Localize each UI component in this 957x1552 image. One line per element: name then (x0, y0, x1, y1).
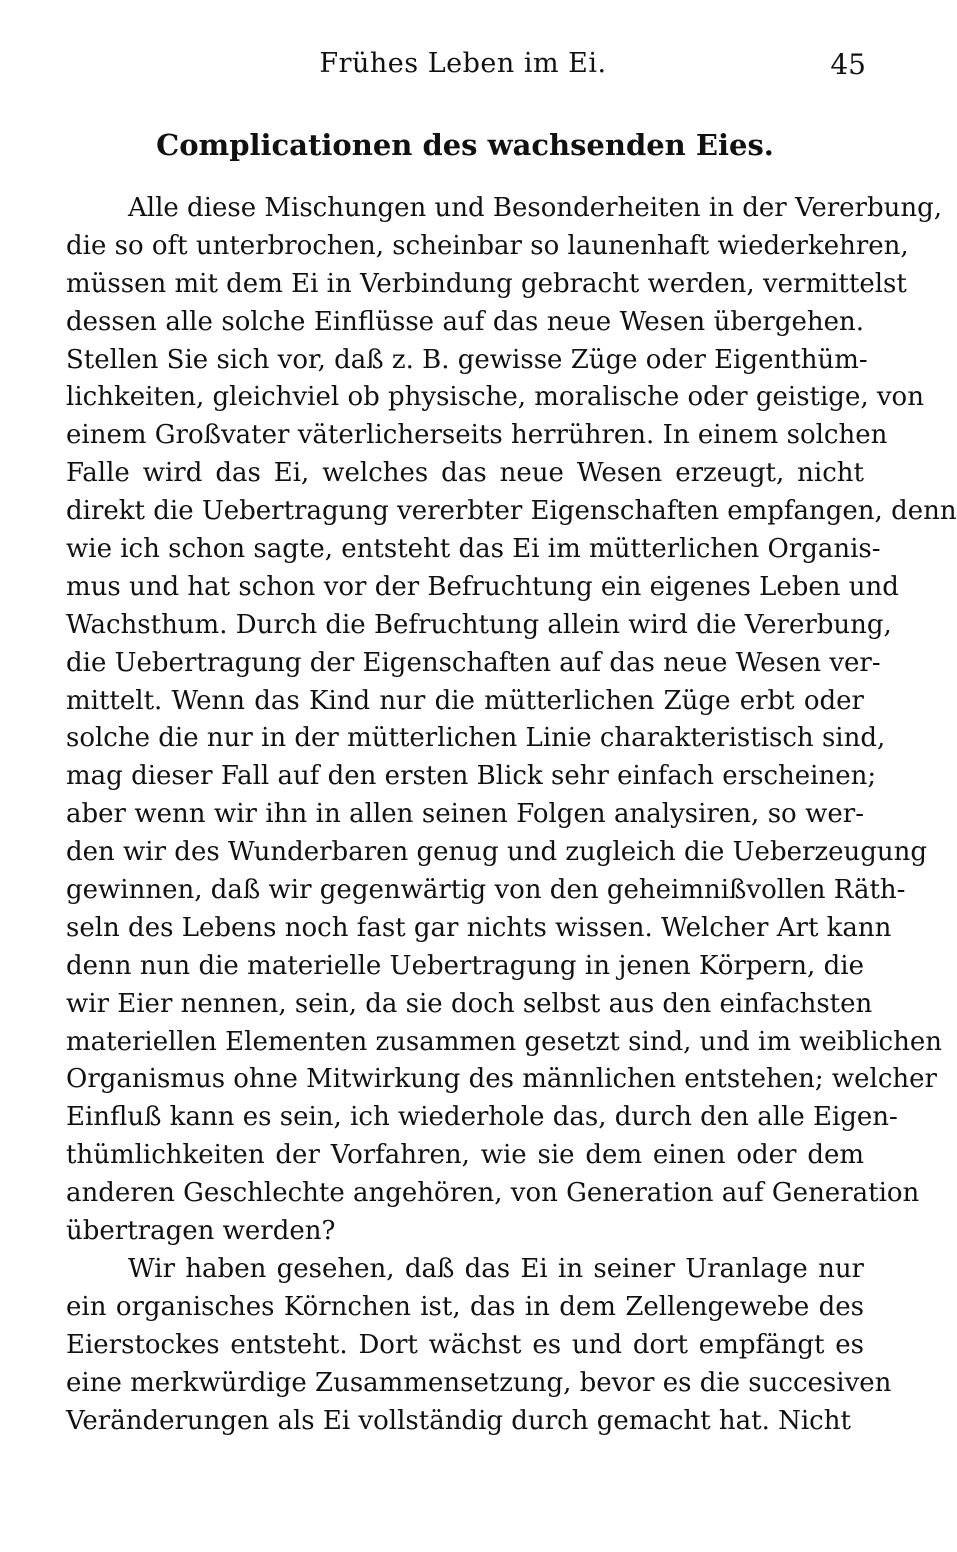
text-line: Stellen Sie sich vor, daß z. B. gewisse Züge oder Eigenthüm- (66, 344, 868, 375)
text-line: mus und hat schon vor der Befruchtung ein eigenes Leben und (66, 571, 899, 602)
text-line: wie ich schon sagte, entsteht das Ei im mütterlichen Organis- (66, 534, 881, 565)
text-line: thümlichkeiten der Vorfahren, wie sie dem einen oder dem (66, 1140, 864, 1171)
text-line: mittelt. Wenn das Kind nur die mütterlichen Züge erbt oder (66, 685, 864, 716)
text-line: wir Eier nennen, sein, da sie doch selbst aus den einfachsten (66, 988, 873, 1019)
section-heading: Complicationen des wachsenden Eies. (156, 128, 774, 162)
text-line: müssen mit dem Ei in Verbindung gebracht werden, vermittelst (66, 268, 907, 299)
text-line: aber wenn wir ihn in allen seinen Folgen analysiren, so wer- (66, 799, 864, 830)
text-line: lichkeiten, gleichviel ob physische, moralische oder geistige, von (66, 382, 924, 413)
text-line: Veränderungen als Ei vollständig durch gemacht hat. Nicht (66, 1405, 851, 1436)
text-line: Wir haben gesehen, daß das Ei in seiner Uranlage nur (128, 1253, 864, 1284)
text-line: direkt die Uebertragung vererbter Eigenschaften empfangen, denn (66, 496, 957, 527)
text-line: gewinnen, daß wir gegenwärtig von den geheimnißvollen Räth- (66, 875, 906, 906)
text-line: einem Großvater väterlicherseits herrühren. In einem solchen (66, 420, 888, 451)
text-line: eine merkwürdige Zusammensetzung, bevor es die succesiven (66, 1367, 892, 1398)
text-line: dessen alle solche Einflüsse auf das neue Wesen übergehen. (66, 306, 864, 337)
text-line: ein organisches Körnchen ist, das in dem Zellengewebe des (66, 1291, 864, 1322)
text-line: materiellen Elementen zusammen gesetzt sind, und im weiblichen (66, 1026, 942, 1057)
running-head (60, 48, 866, 88)
text-line: mag dieser Fall auf den ersten Blick sehr einfach erscheinen; (66, 761, 877, 792)
text-line: anderen Geschlechte angehören, von Generation auf Generation (66, 1178, 920, 1209)
text-line: Organismus ohne Mitwirkung des männlichen entstehen; welcher (66, 1064, 937, 1095)
body-text (66, 190, 957, 1440)
paragraph (66, 190, 957, 1251)
paragraph (66, 1251, 892, 1440)
text-line: die Uebertragung der Eigenschaften auf das neue Wesen ver- (66, 647, 881, 678)
text-line: Eierstockes entsteht. Dort wächst es und dort empfängt es (66, 1329, 864, 1360)
text-line: denn nun die materielle Uebertragung in jenen Körpern, die (66, 950, 864, 981)
text-line: übertragen werden? (66, 1216, 336, 1247)
running-title: Frühes Leben im Ei. (319, 48, 607, 79)
text-line: Falle wird das Ei, welches das neue Wesen erzeugt, nicht (66, 458, 864, 489)
text-line: seln des Lebens noch fast gar nichts wissen. Welcher Art kann (66, 912, 892, 943)
text-line: solche die nur in der mütterlichen Linie charakteristisch sind, (66, 723, 886, 754)
text-line: Wachsthum. Durch die Befruchtung allein wird die Vererbung, (66, 609, 892, 640)
text-line: die so oft unterbrochen, scheinbar so launenhaft wiederkehren, (66, 230, 909, 261)
text-line: Einfluß kann es sein, ich wiederhole das, durch den alle Eigen- (66, 1102, 898, 1133)
page-number: 45 (830, 48, 866, 81)
text-line: den wir des Wunderbaren genug und zugleich die Ueberzeugung (66, 837, 928, 868)
text-line: Alle diese Mischungen und Besonderheiten in der Vererbung, (128, 193, 943, 223)
